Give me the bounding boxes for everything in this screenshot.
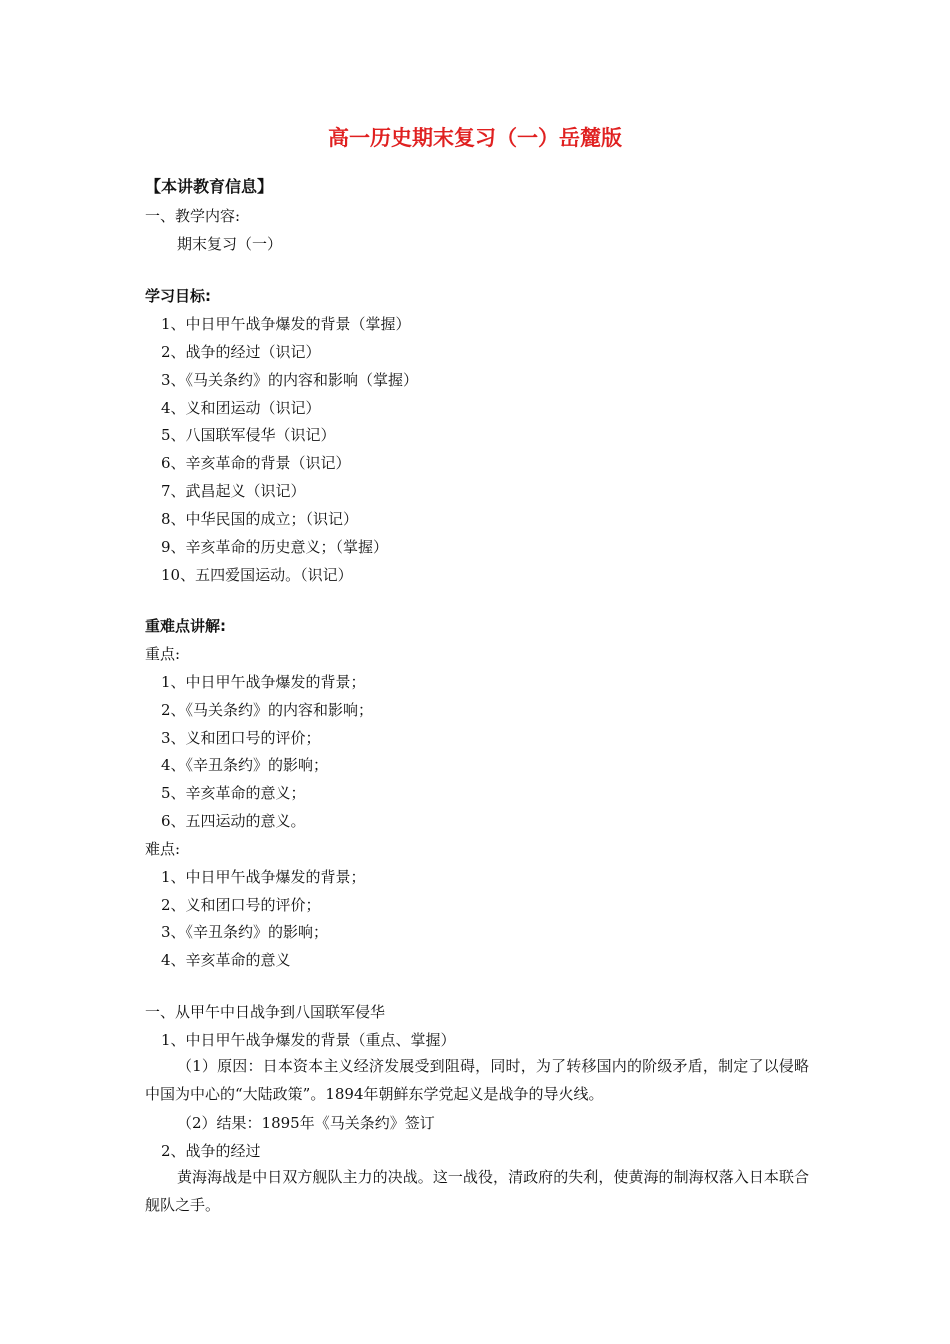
goal-item: 5、八国联军侵华（识记）	[161, 426, 336, 444]
goal-item: 6、辛亥革命的背景（识记）	[161, 454, 351, 472]
difficult-point-item: 2、义和团口号的评价；	[161, 896, 321, 914]
key-heading: 重难点讲解:	[145, 617, 226, 635]
difficult-point-item: 1、中日甲午战争爆发的背景；	[161, 868, 366, 886]
key-point-item: 1、中日甲午战争爆发的背景；	[161, 673, 366, 691]
difficult-point-item: 4、辛亥革命的意义	[161, 951, 291, 969]
key-point-item: 6、五四运动的意义。	[161, 812, 306, 830]
key-point-item: 5、辛亥革命的意义；	[161, 784, 306, 802]
key-point-item: 4、《辛丑条约》的影响；	[161, 756, 329, 774]
goal-item: 10、五四爱国运动。（识记）	[161, 566, 353, 584]
section-subheading: 2、战争的经过	[161, 1142, 261, 1160]
difficult-points-label: 难点:	[145, 840, 181, 858]
section-title: 一、从甲午中日战争到八国联军侵华	[145, 1003, 386, 1021]
goal-item: 4、义和团运动（识记）	[161, 399, 321, 417]
goal-item: 2、战争的经过（识记）	[161, 343, 321, 361]
section-subheading: 1、中日甲午战争爆发的背景（重点、掌握）	[161, 1031, 456, 1049]
paragraph-battle: 黄海海战是中日双方舰队主力的决战。这一战役，清政府的失利，使黄海的制海权落入日本联合舰队之手。	[145, 1168, 809, 1214]
paragraph-cause: （1）原因：日本资本主义经济发展受到阻碍，同时，为了转移国内的阶级矛盾，制定了以侵略中国为中心的“大陆政策”。1894年朝鲜东学党起义是战争的导火线。	[145, 1057, 809, 1103]
info-heading: 【本讲教育信息】	[145, 177, 274, 196]
difficult-point-item: 3、《辛丑条约》的影响；	[161, 923, 329, 941]
teaching-content-label: 一、教学内容:	[145, 207, 241, 225]
goals-heading: 学习目标:	[145, 287, 211, 305]
key-point-item: 2、《马关条约》的内容和影响；	[161, 701, 374, 719]
document-title: 高一历史期末复习（一）岳麓版	[328, 126, 622, 150]
goal-item: 9、辛亥革命的历史意义；（掌握）	[161, 538, 389, 556]
paragraph-result: （2）结果：1895年《马关条约》签订	[177, 1114, 435, 1132]
goal-item: 7、武昌起义（识记）	[161, 482, 306, 500]
key-points-label: 重点:	[145, 645, 181, 663]
goal-item: 8、中华民国的成立；（识记）	[161, 510, 359, 528]
key-point-item: 3、义和团口号的评价；	[161, 729, 321, 747]
teaching-content-value: 期末复习（一）	[177, 235, 283, 253]
goal-item: 1、中日甲午战争爆发的背景（掌握）	[161, 315, 411, 333]
goal-item: 3、《马关条约》的内容和影响（掌握）	[161, 371, 419, 389]
